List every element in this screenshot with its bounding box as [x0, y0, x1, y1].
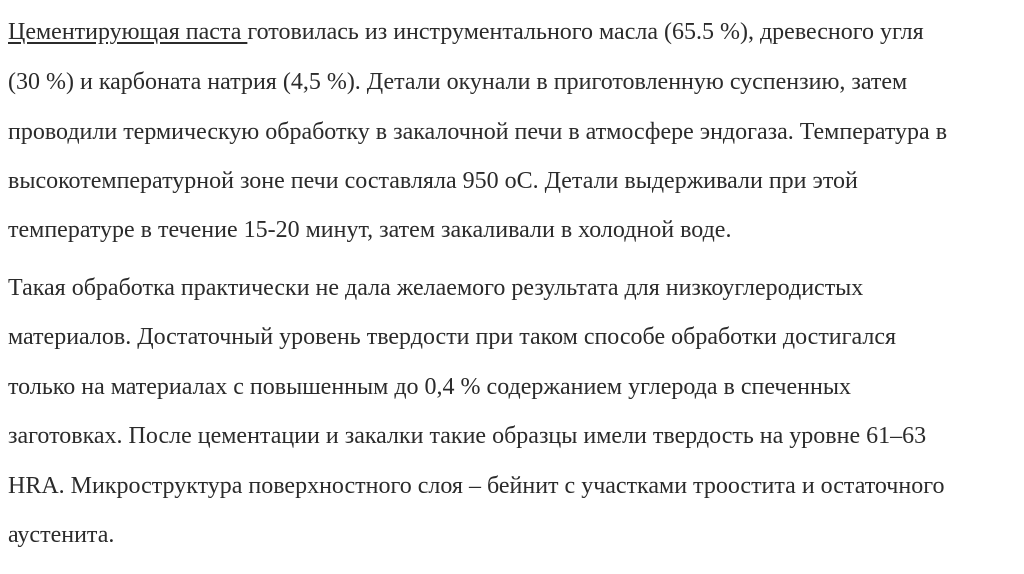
paragraph-1-line-1 [8, 17, 924, 47]
paragraph-1-line-3: проводили термическую обработку в закалочной печи в атмосфере эндогаза. Температура в [8, 119, 948, 145]
line-text: готовилась из инструментального масла (65.5 %), древесного угля [247, 19, 924, 45]
paragraph-2-line-3: только на материалах с повышенным до 0,4 % содержанием углерода в спеченных [8, 374, 851, 400]
paragraph-2-line-4: заготовках. После цементации и закалки такие образцы имели твердость на уровне 61–63 [8, 423, 927, 449]
paragraph-1-line-4: высокотемпературной зоне печи составляла 950 оС. Детали выдерживали при этой [8, 168, 858, 194]
paragraph-1-line-2: (30 %) и карбоната натрия (4,5 %). Детали окунали в приготовленную суспензию, затем [8, 69, 908, 95]
paragraph-1-line-5: температуре в течение 15-20 минут, затем закаливали в холодной воде. [8, 217, 732, 243]
underlined-term: Цементирующая паста [8, 19, 248, 45]
paragraph-2-line-5: HRA. Микроструктура поверхностного слоя – бейнит с участками троостита и остаточного [8, 473, 945, 499]
paragraph-2-line-1: Такая обработка практически не дала желаемого результата для низкоуглеродистых [8, 275, 864, 301]
paragraph-2-line-6: аустенита. [8, 522, 115, 548]
paragraph-2-line-2: материалов. Достаточный уровень твердости при таком способе обработки достигался [8, 324, 897, 350]
